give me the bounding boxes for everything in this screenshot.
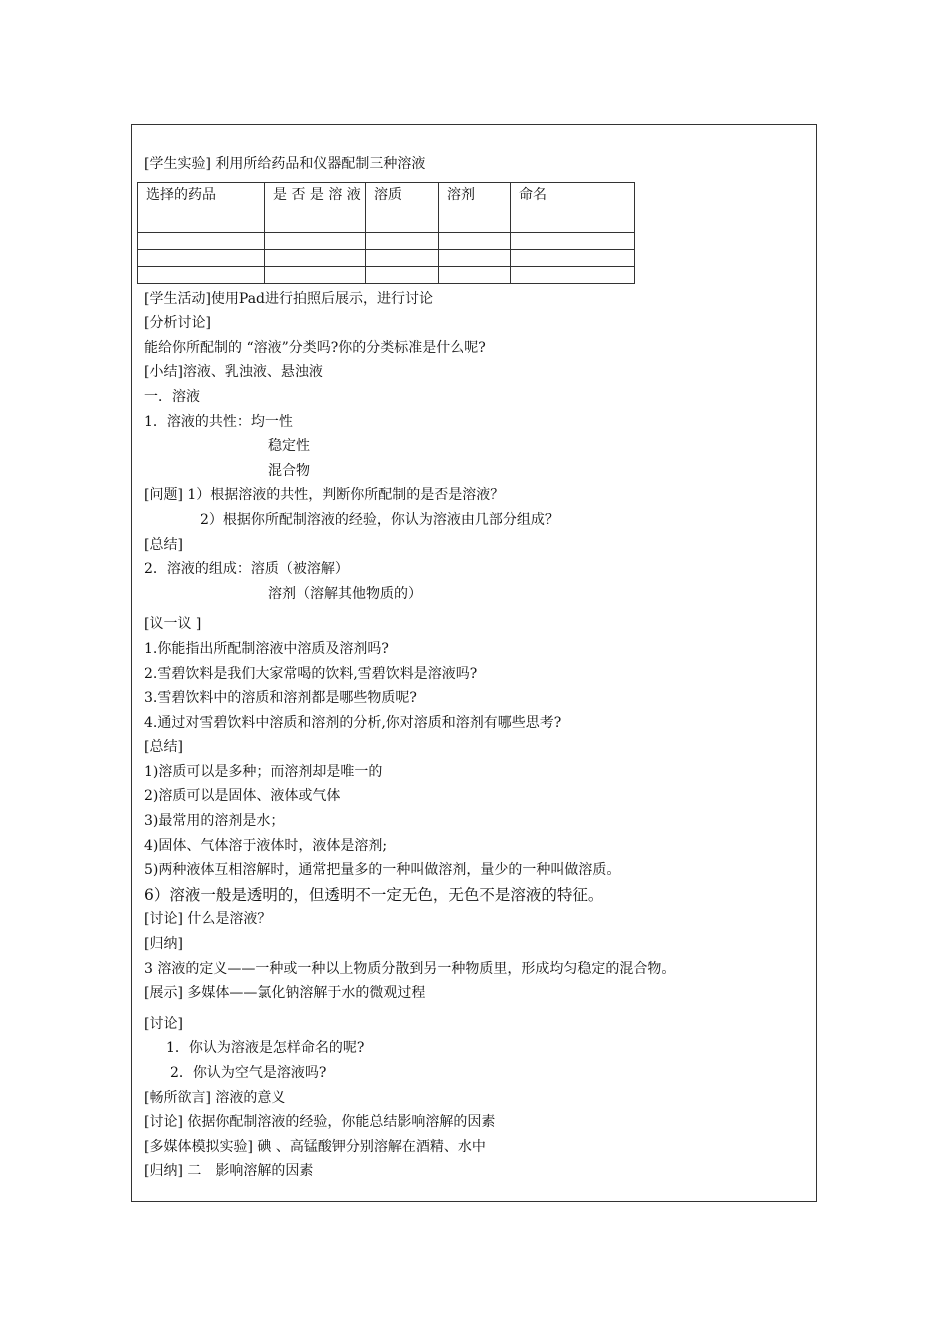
text-line: 2.雪碧饮料是我们大家常喝的饮料,雪碧饮料是溶液吗? [144,665,478,682]
text-line: [归纳] [144,936,183,953]
table-header-row [138,182,635,232]
text-line: [学生活动]使用Pad进行拍照后展示，进行讨论 [144,290,434,307]
text-line: 1．你认为溶液是怎样命名的呢? [166,1040,365,1057]
text-line: 3.雪碧饮料中的溶质和溶剂都是哪些物质呢? [144,690,417,707]
text-line: 溶剂（溶解其他物质的） [268,585,422,602]
header-cell: 命名 [511,182,635,232]
text-line: [讨论] [144,1015,183,1032]
text-line: [分析讨论] [144,315,211,332]
text-line: 2）根据你所配制溶液的经验，你认为溶液由几部分组成？ [200,511,559,528]
header-cell: 溶剂 [439,182,511,232]
student-experiment-line: [学生实验] 利用所给药品和仪器配制三种溶液 [144,156,426,172]
table-row [138,249,635,266]
text-line: 1．溶液的共性：均一性 [144,413,293,430]
text-line: 能给你所配制的 “溶液”分类吗?你的分类标准是什么呢? [144,339,486,356]
text-line: 1)溶质可以是多种；而溶剂却是唯一的 [144,763,383,780]
header-cell: 选择的药品 [138,182,265,232]
text-line: [总结] [144,536,183,553]
lesson-content [144,152,804,1184]
text-line: [问题] 1）根据溶液的共性，判断你所配制的是否是溶液？ [144,487,505,504]
text-line: 2．你认为空气是溶液吗? [170,1065,327,1081]
text-line: [讨论] 什么是溶液？ [144,911,272,928]
text-line: 1.你能指出所配制溶液中溶质及溶剂吗? [144,640,389,657]
text-line: [展示] 多媒体——氯化钠溶解于水的微观过程 [144,985,426,1002]
header-cell: 溶质 [366,182,439,232]
text-line: [议一议 ] [144,616,202,633]
text-line: 4.通过对雪碧饮料中溶质和溶剂的分析,你对溶质和溶剂有哪些思考? [144,714,562,731]
header-cell: 是 否 是 溶 液 [265,182,366,232]
text-line: [总结] [144,739,183,756]
text-line: 2)溶质可以是固体、液体或气体 [144,788,341,805]
table-row [138,266,635,283]
text-line: 混合物 [268,462,310,479]
text-line: [多媒体模拟实验] 碘 、高锰酸钾分别溶解在酒精、水中 [144,1138,486,1155]
text-line: 3)最常用的溶剂是水； [144,813,285,830]
text-line: 5)两种液体互相溶解时，通常把量多的一种叫做溶剂，量少的一种叫做溶质。 [144,862,621,879]
experiment-table [137,182,635,284]
text-line: [小结]溶液、乳浊液、悬浊液 [144,364,323,381]
text-line: [讨论] 依据你配制溶液的经验，你能总结影响溶解的因素 [144,1114,496,1131]
text-line: 一．溶液 [144,388,200,405]
text-line: 2．溶液的组成：溶质（被溶解） [144,561,349,578]
table-row [138,232,635,249]
text-line: 6）溶液一般是透明的，但透明不一定无色，无色不是溶液的特征。 [144,885,604,904]
text-line: 3 溶液的定义——一种或一种以上物质分散到另一种物质里，形成均匀稳定的混合物。 [144,960,676,977]
text-line: 4)固体、气体溶于液体时，液体是溶剂; [144,837,388,854]
text-line: [归纳] 二 影响溶解的因素 [144,1163,314,1180]
text-line: [畅所欲言] 溶液的意义 [144,1089,286,1106]
text-line: 稳定性 [268,438,310,455]
